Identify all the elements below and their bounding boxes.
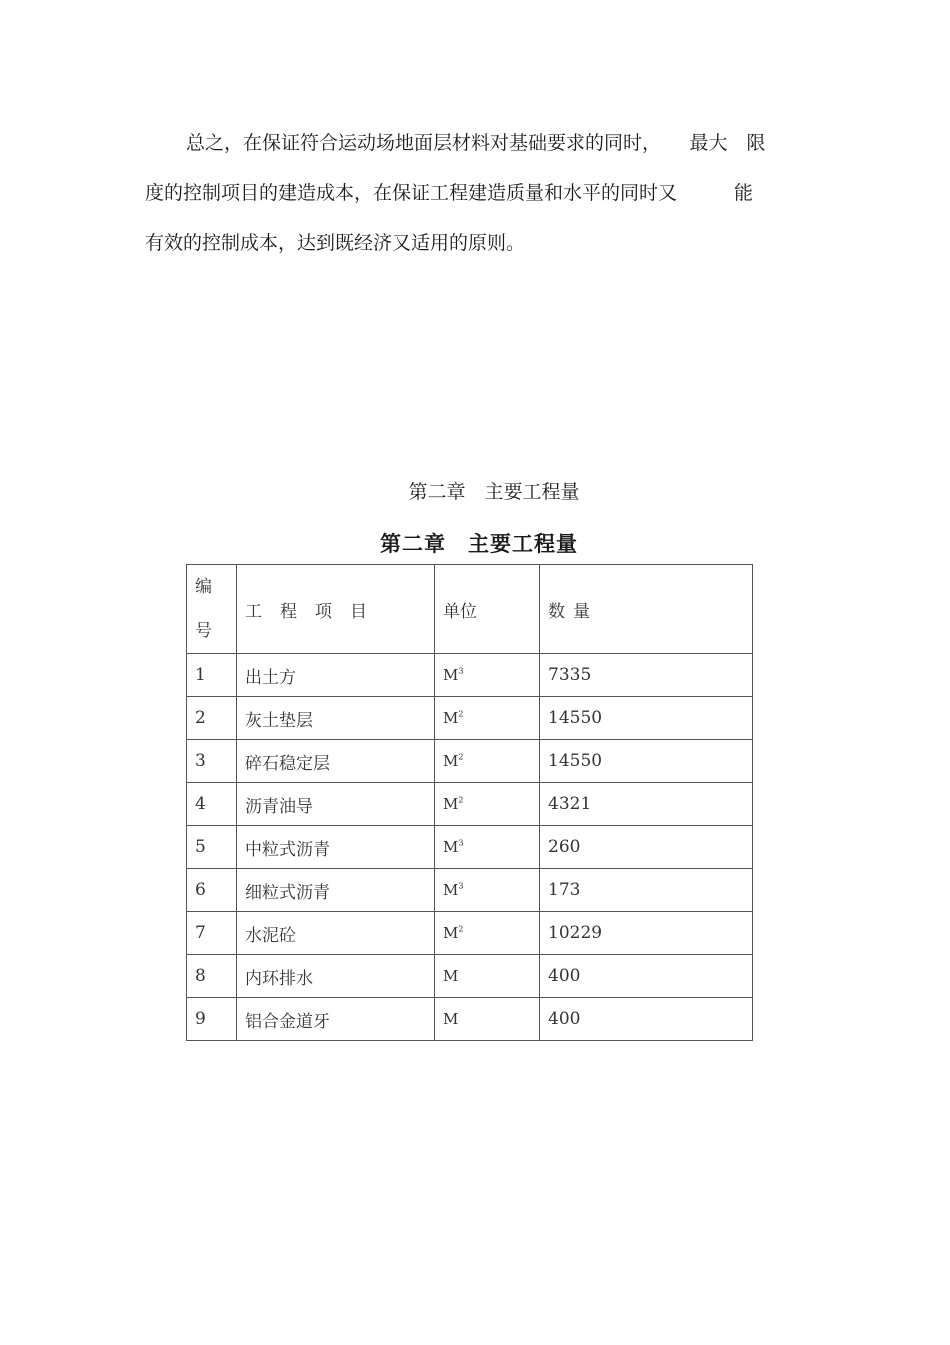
header-item: 工程项目: [237, 565, 435, 654]
row-unit: $M^2$: [435, 783, 540, 826]
row-item: 铝合金道牙: [237, 998, 435, 1041]
row-unit: M: [435, 955, 540, 998]
row-qty: 14550: [540, 740, 753, 783]
row-item: 碎石稳定层: [237, 740, 435, 783]
row-qty: 14550: [540, 697, 753, 740]
row-unit: $M^2$: [435, 912, 540, 955]
row-item: 细粒式沥青: [237, 869, 435, 912]
row-num: 5: [187, 826, 237, 869]
header-qty: 数量: [540, 565, 753, 654]
quantities-table: [186, 564, 753, 1041]
row-qty: 4321: [540, 783, 753, 826]
row-num: 8: [187, 955, 237, 998]
row-unit: $M^3$: [435, 869, 540, 912]
row-item: 中粒式沥青: [237, 826, 435, 869]
row-unit: $M^2$: [435, 697, 540, 740]
paragraph-line-1: 总之，在保证符合运动场地面层材料对基础要求的同时， 最大 限: [186, 132, 766, 154]
row-item: 出土方: [237, 654, 435, 697]
table-row: [187, 654, 753, 697]
row-num: 9: [187, 998, 237, 1041]
table-row: [187, 783, 753, 826]
header-num: 编号: [187, 565, 237, 654]
table-row: [187, 955, 753, 998]
row-unit: $M^3$: [435, 826, 540, 869]
row-unit: $M^2$: [435, 740, 540, 783]
row-unit: $M^3$: [435, 654, 540, 697]
row-item: 灰土垫层: [237, 697, 435, 740]
paragraph-line-2: 度的控制项目的建造成本，在保证工程建造质量和水平的同时又 能: [145, 182, 754, 204]
table-row: [187, 912, 753, 955]
table-header-row: [187, 565, 753, 654]
row-item: 内环排水: [237, 955, 435, 998]
row-num: 3: [187, 740, 237, 783]
row-num: 2: [187, 697, 237, 740]
table-row: [187, 697, 753, 740]
row-qty: 400: [540, 998, 753, 1041]
table-row: [187, 998, 753, 1041]
row-num: 7: [187, 912, 237, 955]
row-qty: 7335: [540, 654, 753, 697]
row-item: 沥青油导: [237, 783, 435, 826]
header-unit: 单位: [435, 565, 540, 654]
row-item: 水泥砼: [237, 912, 435, 955]
table-row: [187, 869, 753, 912]
row-num: 6: [187, 869, 237, 912]
chapter-heading: 第二章 主要工程量: [408, 481, 580, 503]
row-qty: 10229: [540, 912, 753, 955]
table-row: [187, 826, 753, 869]
row-qty: 173: [540, 869, 753, 912]
row-num: 1: [187, 654, 237, 697]
row-num: 4: [187, 783, 237, 826]
row-qty: 260: [540, 826, 753, 869]
table-title: 第二章 主要工程量: [380, 531, 578, 556]
row-qty: 400: [540, 955, 753, 998]
paragraph-line-3: 有效的控制成本，达到既经济又适用的原则。: [145, 232, 526, 254]
row-unit: M: [435, 998, 540, 1041]
table-row: [187, 740, 753, 783]
